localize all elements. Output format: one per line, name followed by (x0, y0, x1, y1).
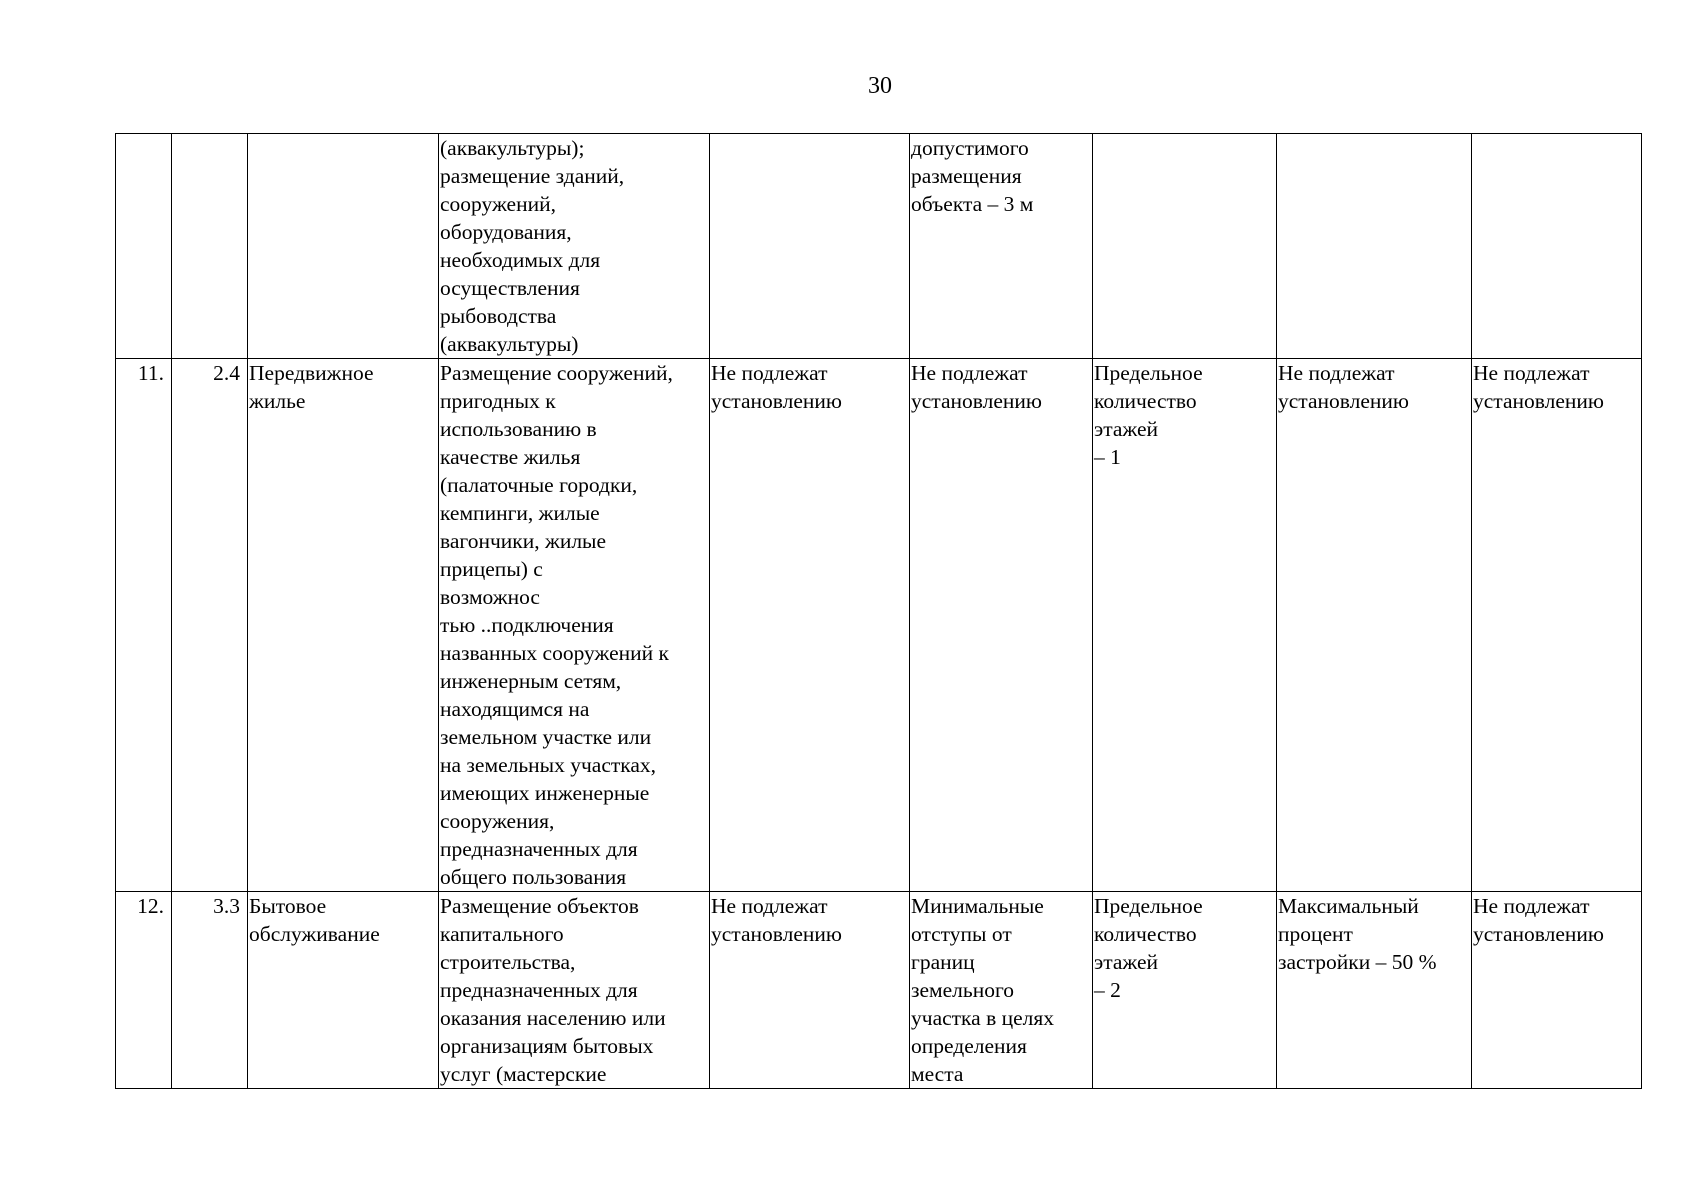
parameter-cell (1277, 892, 1472, 1089)
table-row (116, 359, 1642, 892)
cell-text-line: строительства, (440, 950, 576, 974)
cell-text-line: земельного (911, 978, 1015, 1002)
cell-text-line: вагончики, жилые (440, 529, 607, 553)
cell-text-line: допустимого (911, 136, 1029, 160)
row-number-cell (116, 134, 172, 359)
cell-text-line: (палаточные городки, (440, 473, 638, 497)
code-cell (172, 134, 248, 359)
cell-text-line: (аквакультуры); (440, 136, 585, 160)
cell-text-line: находящимся на (440, 697, 590, 721)
cell-text-line: Бытовое (249, 894, 327, 918)
cell-text-line: установлению (711, 922, 842, 946)
cell-text-line: качестве жилья (440, 445, 581, 469)
parameter-cell (910, 359, 1093, 892)
cell-text-line: установлению (1473, 922, 1604, 946)
cell-text-line: отступы от (911, 922, 1012, 946)
parameter-cell (1472, 134, 1642, 359)
cell-text-line: Размещение объектов (440, 894, 639, 918)
cell-text-line: границ (911, 950, 975, 974)
parameter-cell (1093, 359, 1277, 892)
parameter-cell (910, 134, 1093, 359)
cell-text-line: оказания населению или (440, 1006, 666, 1030)
cell-text-line: предназначенных для (440, 978, 638, 1002)
use-name-cell (248, 134, 439, 359)
parameter-cell (710, 892, 910, 1089)
cell-text-line: осуществления (440, 276, 580, 300)
cell-text-line: количество (1094, 922, 1197, 946)
cell-text-line: капитального (440, 922, 564, 946)
cell-text-line: жилье (249, 389, 306, 413)
use-name-cell (248, 359, 439, 892)
description-cell (439, 892, 710, 1089)
cell-text-line: установлению (1278, 389, 1409, 413)
cell-text-line: сооружения, (440, 809, 555, 833)
cell-text-line: участка в целях (911, 1006, 1055, 1030)
cell-text-line: прицепы) с (440, 557, 543, 581)
cell-text-line: услуг (мастерские (440, 1062, 607, 1086)
parameter-cell (1472, 892, 1642, 1089)
cell-text-line: Не подлежат (1278, 361, 1395, 385)
cell-text-line: Максимальный (1278, 894, 1419, 918)
cell-text-line: Не подлежат (1473, 894, 1590, 918)
table-row (116, 134, 1642, 359)
cell-text-line: общего пользования (440, 865, 627, 889)
cell-text-line: застройки – 50 % (1278, 950, 1437, 974)
parameter-cell (1472, 359, 1642, 892)
use-name-cell (248, 892, 439, 1089)
cell-text-line: места (911, 1062, 964, 1086)
cell-text-line: Минимальные (911, 894, 1044, 918)
zoning-regulations-table (115, 133, 1642, 1089)
parameter-cell (1277, 359, 1472, 892)
cell-text-line: Не подлежат (1473, 361, 1590, 385)
cell-text-line: организациям бытовых (440, 1034, 654, 1058)
cell-text-line: возможнос (440, 585, 540, 609)
cell-text-line: установлению (911, 389, 1042, 413)
cell-text-line: тью ..подключения (440, 613, 614, 637)
cell-text-line: кемпинги, жилые (440, 501, 600, 525)
row-number-cell: 12. (116, 892, 172, 1089)
parameter-cell (1277, 134, 1472, 359)
cell-text-line: – 1 (1094, 445, 1121, 469)
cell-text-line: рыбоводства (440, 304, 557, 328)
cell-text-line: установлению (1473, 389, 1604, 413)
cell-text-line: пригодных к (440, 389, 556, 413)
parameter-cell (710, 134, 910, 359)
code-cell: 2.4 (172, 359, 248, 892)
cell-text-line: Не подлежат (711, 894, 828, 918)
cell-text-line: инженерным сетям, (440, 669, 622, 693)
description-cell (439, 134, 710, 359)
parameter-cell (910, 892, 1093, 1089)
cell-text-line: сооружений, (440, 192, 556, 216)
cell-text-line: установлению (711, 389, 842, 413)
description-cell (439, 359, 710, 892)
code-cell: 3.3 (172, 892, 248, 1089)
cell-text-line: обслуживание (249, 922, 380, 946)
cell-text-line: Предельное (1094, 894, 1203, 918)
cell-text-line: Предельное (1094, 361, 1203, 385)
cell-text-line: Не подлежат (711, 361, 828, 385)
cell-text-line: размещение зданий, (440, 164, 625, 188)
cell-text-line: этажей (1094, 417, 1159, 441)
cell-text-line: процент (1278, 922, 1353, 946)
cell-text-line: использованию в (440, 417, 597, 441)
cell-text-line: названных сооружений к (440, 641, 669, 665)
cell-text-line: – 2 (1094, 978, 1121, 1002)
cell-text-line: земельном участке или (440, 725, 652, 749)
cell-text-line: оборудования, (440, 220, 572, 244)
cell-text-line: Размещение сооружений, (440, 361, 673, 385)
cell-text-line: необходимых для (440, 248, 601, 272)
cell-text-line: имеющих инженерные (440, 781, 650, 805)
cell-text-line: на земельных участках, (440, 753, 657, 777)
cell-text-line: (аквакультуры) (440, 332, 579, 356)
page-number: 30 (868, 73, 892, 99)
row-number-cell: 11. (116, 359, 172, 892)
cell-text-line: Не подлежат (911, 361, 1028, 385)
parameter-cell (710, 359, 910, 892)
parameter-cell (1093, 892, 1277, 1089)
cell-text-line: количество (1094, 389, 1197, 413)
cell-text-line: предназначенных для (440, 837, 638, 861)
table-row (116, 892, 1642, 1089)
parameter-cell (1093, 134, 1277, 359)
cell-text-line: определения (911, 1034, 1027, 1058)
cell-text-line: объекта – 3 м (911, 192, 1034, 216)
cell-text-line: Передвижное (249, 361, 374, 385)
cell-text-line: размещения (911, 164, 1022, 188)
cell-text-line: этажей (1094, 950, 1159, 974)
